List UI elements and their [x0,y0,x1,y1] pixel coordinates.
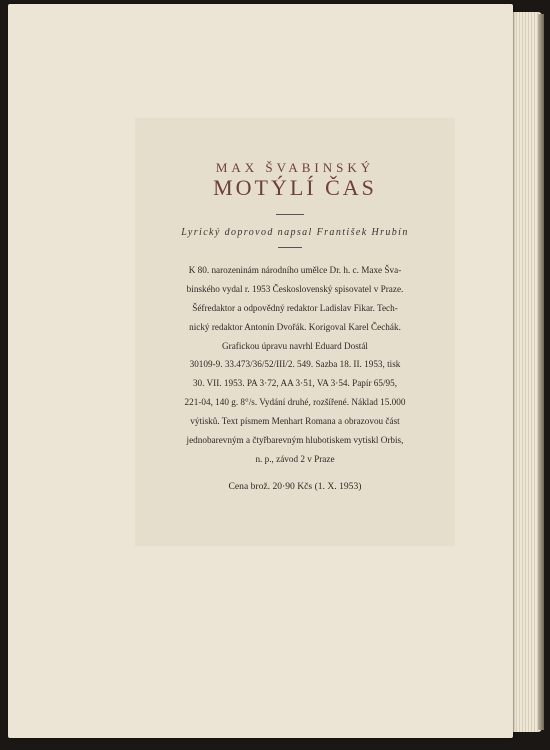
imprint-line: Šéfredaktor a odpovědný redaktor Ladislav Fikar. Tech- [192,303,398,313]
imprint-line: Grafickou úpravu navrhl Eduard Dostál [222,341,368,351]
imprint-line: K 80. narozeninám národního umělce Dr. h. c. Maxe Šva- [188,265,402,275]
imprint-line: nický redaktor Antonín Dvořák. Korigoval Karel Čechák. [189,322,401,332]
price-line: Cena brož. 20·90 Kčs (1. X. 1953) [228,481,362,492]
imprint-line: 221-04, 140 g. 8°/s. Vydání druhé, rozšířené. Náklad 15.000 [184,397,406,407]
book-title: MOTÝLÍ ČAS [213,175,377,200]
subtitle: Lyrický doprovod napsal František Hrubín [181,227,409,238]
imprint-line: 30109-9. 33.473/36/52/III/2. 549. Sazba 18. II. 1953, tisk [189,359,401,369]
imprint-paragraph-2 [135,355,455,469]
imprint-line: jednobarevným a čtyřbarevným hlubotiskem vytiskl Orbis, [186,435,404,445]
imprint-line: binského vydal r. 1953 Československý spisovatel v Praze. [186,284,404,294]
imprint-line: 30. VII. 1953. PA 3·72, AA 3·51, VA 3·54. Papír 65/95, [192,378,398,388]
page-stack-shadow [538,14,544,730]
subtitle-divider [278,247,302,248]
page-stack-edges [508,12,542,732]
imprint-paragraph-1 [135,261,455,356]
title-divider [276,214,304,215]
author-name: MAX ŠVABINSKÝ [215,160,375,175]
imprint-line: n. p., závod 2 v Praze [255,454,335,464]
imprint-line: výtisků. Text písmem Menhart Romana a obrazovou část [190,416,400,426]
